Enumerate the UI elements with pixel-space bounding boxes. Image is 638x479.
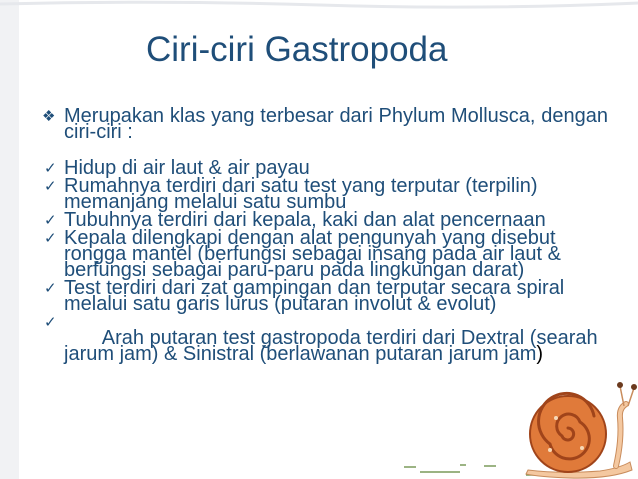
intro-paragraph bbox=[42, 105, 608, 143]
list-item bbox=[44, 157, 608, 179]
list-item bbox=[44, 277, 608, 315]
slide-title: Ciri-ciri Gastropoda bbox=[146, 30, 448, 69]
list-item bbox=[44, 314, 608, 378]
list-item-text: Test terdiri dari zat gampingan dan terputar secara spiral melalui satu garis lurus (putaran involut & evolut) bbox=[64, 277, 565, 315]
list-item bbox=[44, 227, 608, 281]
list-item-text: Arah putaran test gastropoda terdiri dari Dextral (searah jarum jam) & Sinistral (berlawanan putaran jarum jam bbox=[64, 327, 604, 365]
checkmark-bullet-icon: ✓ bbox=[44, 212, 57, 229]
diamond-bullet-icon: ❖ bbox=[42, 108, 56, 125]
list-item-text: Kepala dilengkapi dengan alat pengunyah yang disebut rongga mantel (berfungsi sebagai insang pada air laut & berfungsi sebagai paru-paru pada lingkungan darat) bbox=[64, 227, 561, 281]
intro-text: Merupakan klas yang terbesar dari Phylum Mollusca, dengan ciri-ciri : bbox=[64, 105, 608, 143]
checkmark-bullet-icon: ✓ bbox=[44, 160, 57, 177]
checkmark-bullet-icon: ✓ bbox=[44, 314, 57, 331]
checkmark-bullet-icon: ✓ bbox=[44, 178, 57, 195]
top-border-decoration bbox=[0, 0, 638, 12]
list-item-text: Hidup di air laut & air payau bbox=[64, 157, 310, 179]
left-sidebar-decoration bbox=[0, 0, 19, 479]
list-item bbox=[44, 175, 608, 213]
list-item bbox=[44, 209, 608, 231]
slide-content bbox=[42, 105, 608, 378]
snail-illustration bbox=[520, 378, 638, 479]
list-item-text: Rumahnya terdiri dari satu test yang terputar (terpilin) memanjang melalui satu sumbu bbox=[64, 175, 538, 213]
closing-parenthesis: ) bbox=[536, 343, 544, 365]
checkmark-bullet-icon: ✓ bbox=[44, 230, 57, 247]
checkmark-bullet-icon: ✓ bbox=[44, 280, 57, 297]
list-item-text: Tubuhnya terdiri dari kepala, kaki dan alat pencernaan bbox=[64, 209, 546, 231]
